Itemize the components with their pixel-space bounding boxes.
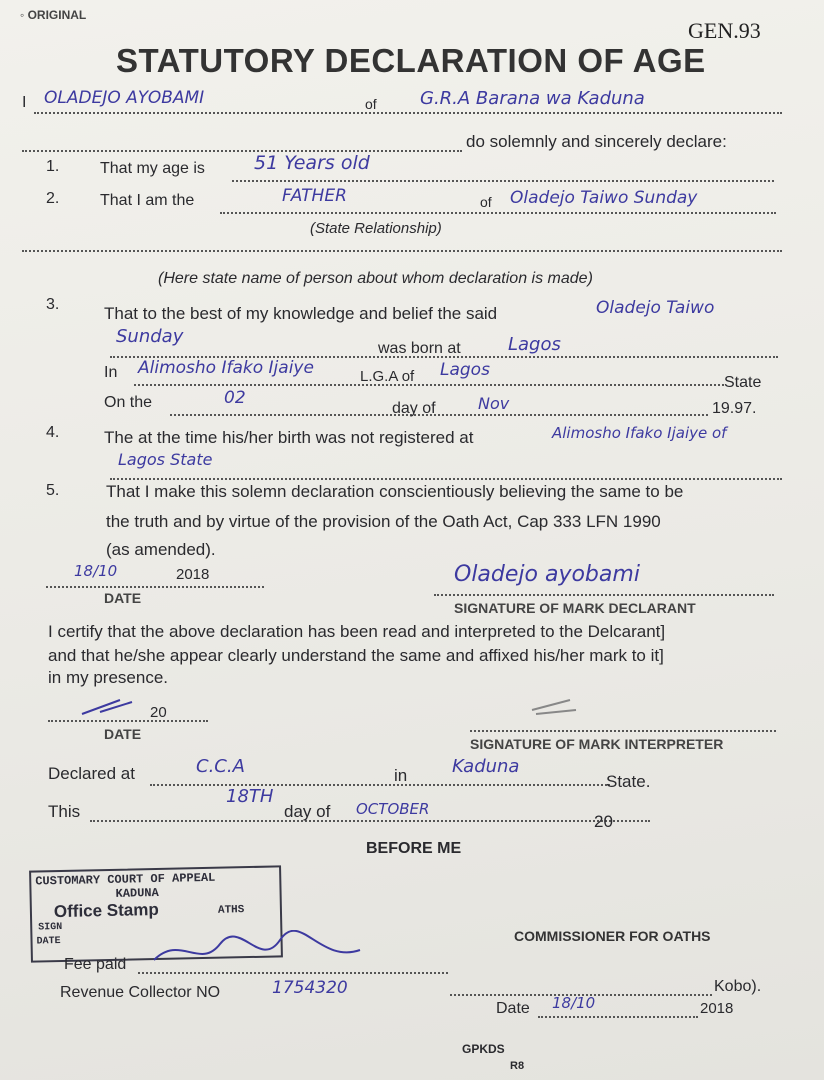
state-label: State bbox=[724, 374, 762, 391]
declared-in-label: in bbox=[394, 766, 408, 785]
item1-age: 51 Years old bbox=[254, 152, 370, 174]
certify-line1: I certify that the above declaration has been read and interpreted to the Delcarant] bbox=[48, 622, 666, 641]
declarant-address: G.R.A Barana wa Kaduna bbox=[420, 88, 645, 109]
item3-number: 3. bbox=[46, 296, 60, 313]
state-relationship-hint: (State Relationship) bbox=[310, 220, 442, 237]
date-value-2: 18/10 bbox=[552, 994, 596, 1012]
interpreter-label: SIGNATURE OF MARK INTERPRETER bbox=[470, 736, 724, 752]
before-me: BEFORE ME bbox=[366, 840, 462, 857]
stamp-date: DATE bbox=[36, 936, 61, 948]
form-code: GEN.93 bbox=[688, 18, 761, 43]
certify-line2: and that he/she appear clearly understand the same and affixed his/her mark to it] bbox=[48, 646, 664, 665]
this-year-prefix: 20 bbox=[594, 812, 613, 831]
item4-value: Alimosho Ifako Ijaiye of bbox=[552, 424, 727, 442]
declared-in-value: Kaduna bbox=[452, 756, 520, 777]
intro-of-label: of bbox=[365, 96, 377, 112]
item5-line1: That I make this solemn declaration conscientiously believing the same to be bbox=[106, 482, 684, 501]
revenue-collector-label: Revenue Collector NO bbox=[60, 984, 221, 1001]
state-name-hint: (Here state name of person about whom declaration is made) bbox=[158, 270, 593, 287]
born-at-label: was born at bbox=[378, 340, 461, 357]
declarant-name: OLADEJO AYOBAMI bbox=[44, 88, 205, 108]
bullet-icon: ◦ bbox=[20, 8, 28, 22]
this-month-value: OCTOBER bbox=[356, 800, 430, 818]
date-scribble-icon bbox=[80, 696, 140, 718]
lga-value: Lagos bbox=[440, 360, 490, 380]
stamp-city: KADUNA bbox=[115, 885, 159, 901]
item1-number: 1. bbox=[46, 158, 60, 175]
this-day-of-label: day of bbox=[284, 802, 331, 821]
item4-text: The at the time his/her birth was not registered at bbox=[104, 428, 474, 447]
in-value: Alimosho Ifako Ijaiye bbox=[138, 358, 314, 378]
item3-name-2: Sunday bbox=[116, 326, 184, 347]
date-year-2: 2018 bbox=[700, 1000, 734, 1017]
commissioner-label: COMMISSIONER FOR OATHS bbox=[514, 928, 711, 944]
in-label: In bbox=[104, 364, 118, 381]
item3-text: That to the best of my knowledge and belief the said bbox=[104, 304, 498, 323]
page-title: STATUTORY DECLARATION OF AGE bbox=[116, 42, 706, 79]
item5-number: 5. bbox=[46, 482, 60, 499]
item4-value2: Lagos State bbox=[118, 450, 213, 469]
certify-line3: in my presence. bbox=[48, 668, 168, 687]
lga-label: L.G.A of bbox=[360, 368, 415, 385]
stamp-office: Office Stamp bbox=[53, 899, 159, 922]
item5-line2: the truth and by virtue of the provision of the Oath Act, Cap 333 LFN 1990 bbox=[106, 512, 661, 531]
this-label: This bbox=[48, 802, 81, 821]
this-day-value: 18TH bbox=[226, 786, 274, 807]
kobo-label: Kobo). bbox=[714, 978, 762, 995]
born-at-value: Lagos bbox=[508, 334, 561, 355]
item5-line3: (as amended). bbox=[106, 540, 216, 559]
stamp-court: CUSTOMARY COURT OF APPEAL bbox=[35, 870, 216, 889]
item2-relationship: FATHER bbox=[282, 186, 347, 206]
revenue-collector-no: 1754320 bbox=[272, 978, 348, 998]
item2-person: Oladejo Taiwo Sunday bbox=[510, 188, 698, 208]
footer-gpkds: GPKDS bbox=[462, 1042, 505, 1056]
stamp-oaths: ATHS bbox=[217, 904, 245, 917]
interpreter-mark-icon bbox=[530, 696, 580, 716]
item2-label: That I am the bbox=[100, 192, 195, 209]
item1-label: That my age is bbox=[100, 160, 205, 177]
on-the-label: On the bbox=[104, 394, 153, 411]
declarant-date-year: 2018 bbox=[176, 566, 210, 583]
declarant-signature-label: SIGNATURE OF MARK DECLARANT bbox=[454, 600, 696, 616]
solemn-declare: do solemnly and sincerely declare: bbox=[466, 132, 727, 151]
declarant-signature: Oladejo ayobami bbox=[454, 562, 640, 587]
year-value: 19.97. bbox=[712, 400, 757, 417]
declarant-date-label: DATE bbox=[104, 590, 142, 606]
original-label: ◦ ORIGINAL bbox=[20, 8, 87, 22]
item2-of-label: of bbox=[480, 194, 492, 210]
item2-number: 2. bbox=[46, 190, 60, 207]
certify-date-label: DATE bbox=[104, 726, 142, 742]
fee-paid-label: Fee paid bbox=[64, 956, 127, 973]
day-of-label: day of bbox=[392, 400, 436, 417]
month-value: Nov bbox=[478, 394, 510, 413]
commissioner-signature-icon bbox=[150, 930, 370, 974]
date-label-2: Date bbox=[496, 1000, 530, 1017]
declarant-date: 18/10 bbox=[74, 562, 118, 580]
day-value: 02 bbox=[224, 388, 246, 408]
stamp-sign: SIGN bbox=[38, 921, 63, 934]
declared-at-value: C.C.A bbox=[196, 756, 245, 777]
item3-name-1: Oladejo Taiwo bbox=[596, 298, 715, 318]
certify-date-year: 20 bbox=[150, 704, 167, 721]
item4-number: 4. bbox=[46, 424, 60, 441]
footer-code: R8 bbox=[510, 1060, 525, 1072]
intro-prefix: I bbox=[22, 94, 27, 111]
declared-at-label: Declared at bbox=[48, 764, 135, 783]
declared-state-label: State. bbox=[606, 772, 651, 791]
